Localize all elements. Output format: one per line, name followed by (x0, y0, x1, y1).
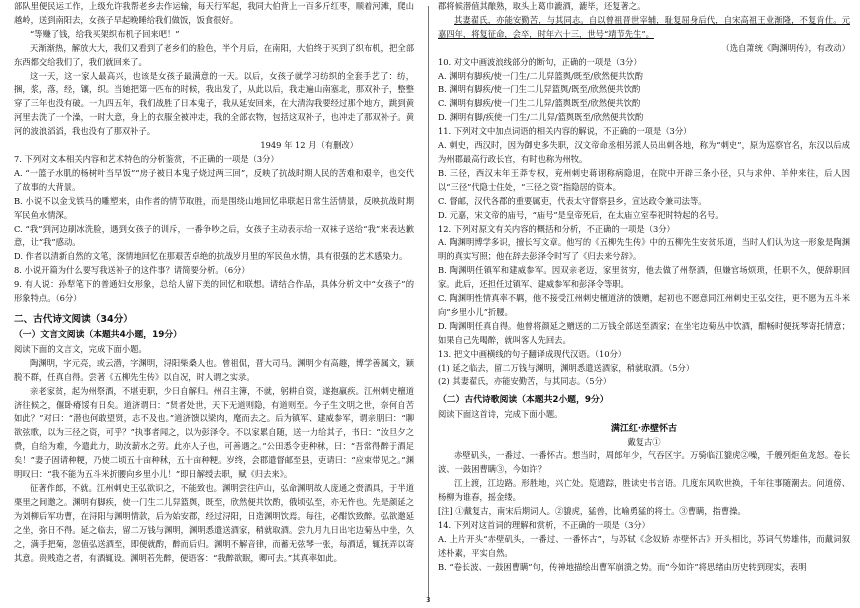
subsection-heading-classical-prose: （一）文言文阅读（本题共4小题，19分） (14, 329, 182, 340)
column-divider (428, 6, 429, 602)
subsection-heading-poetry: （二）古代诗歌阅读（本题共2小题，9分） (438, 395, 609, 406)
question-12-option-b: B. 陶渊明任镇军和建威参军。因双亲老迈，家里贫穷，他去做了州祭酒，但嫌官场烦琐，任职不久，便辞职回家。此后，还担任过镇军、建威参军和彭泽令等职。 (438, 265, 850, 290)
poem-stanza-2: 江上渡，江边路。形胜地，兴亡处。览遗踪，胜读史书言语。几度东风吹世换，千年往事随潮去。问道傍、杨柳为谁春，摇金缕。 (438, 478, 850, 502)
story-paragraph-2: “等赚了钱，给我买架织布机子回来吧！” (30, 28, 180, 39)
classical-text-paragraph-1: 陶渊明，字元亮，或云潜，字渊明，浔阳柴桑人也。曾祖侃，晋大司马。渊明少有高趣，博学善属文，颖脱不群，任真自得。尝著《五柳先生传》以自况，时人谓之实录。 (14, 357, 414, 382)
story-paragraph-1: 部队里便民运工作，上级允许我帮老乡去作运输，每天行军起，我同大伯背上一百多斤红枣，顺着河滩，爬山越岭，送到南阳去，女孩子早起晚睡给我们做饭，饭食很好。 (14, 1, 414, 25)
question-11-option-d: D. 元嘉，宋文帝的庙号，“庙号”是皇帝死后，在太庙立室奉祀时特起的名号。 (438, 209, 724, 220)
question-14: 14. 下列对这首词的理解和赏析，不正确的一项是（3分） (438, 519, 650, 530)
classical-text-paragraph-5: 其妻翟氏，亦能安勤苦，与其同志。自以曾祖晋世宰辅，耻复屈身后代，自宋高祖王业渐隆，不复肯仕。元嘉四年，将复征命，会卒，时年六十三，世号“靖节先生”。 (438, 14, 850, 39)
reading-instruction-prose: 阅读下面的文言文，完成下面小题。 (14, 343, 147, 354)
question-13: 13. 把文中画横线的句子翻译成现代汉语。（10分） (438, 348, 627, 359)
question-12-option-d: D. 陶渊明任真自得。他曾将颜延之赠送的二万钱全部送至酒家；在坐宅边菊丛中饮酒，酣畅时便抚琴寄托情意；如果自己先喝醉，就叫客人先回去。 (438, 320, 850, 345)
question-7-option-d: D. 作者以清新自然的文笔，深情地回忆在那艰苦卓绝的抗战岁月里的军民鱼水情，具有很强的艺术感染力。 (14, 251, 408, 262)
question-11-option-c: C. 督邮，汉代各郡的重要属吏，代表太守督察县乡，宣达政令兼司法等。 (438, 195, 707, 206)
question-7: 7. 下列对文本相关内容和艺术特色的分析鉴赏，不正确的一项是（3分） (14, 153, 279, 164)
question-13-part-1: (1) 延之临去，留二万钱与渊明，渊明悉遣送酒家，稍就取酒。（5分） (438, 362, 695, 373)
section-heading-classical: 二、古代诗文阅读（34分） (14, 313, 133, 325)
story-paragraph-4: 这一天，这一家人最高兴，也该是女孩子最满意的一天。以后，女孩子就学习纺织的全套手艺了：纺，捆，浆，落，经，镶，织。当她把第一匹布的时候，我出发了，从此以后，我走遍山南塞北，那双补子，整整穿了三年也没有破。一九四五年，我们战胜了日本鬼子，我从延安回来，在大清沟我要经过那个地方，跳到黄河里去洗了一个澡，一时大意，身上的衣服全被冲走，我的全部衣物，包括这双补子，也冲走了那双补子。黄河的波浪滔滔，我也没有了那双补子。 (14, 70, 414, 137)
left-column (14, 0, 414, 608)
question-10-option-c: C. 渊明有脚疾/使一门生二儿舁/篮舆既至/欣然便共饮酌 (438, 98, 641, 109)
question-11-option-a: A. 刺史，西汉时，因为御史多失职，汉文帝命丞相另派人员出刺各地，称为“刺史”，原为巡察官名，东汉以后成为州郡最高行政长官，有时也称为州牧。 (438, 140, 850, 164)
page-number: 3 (426, 596, 431, 604)
classical-text-paragraph-4: 郡将候潜值其酿熟，取头上葛巾漉酒，漉毕，还复著之。 (438, 1, 646, 11)
question-7-option-a: A. “一篮子水肌的杨树叶当早饭”“房子被日本鬼子烧过两三回”，反映了抗战时期人民的苦难和艰辛，也交代了故事的大背景。 (14, 167, 414, 192)
question-7-option-c: C. “我”到河边刷冰洗脸，遇到女孩子的训斥，一番争吵之后，女孩子主动表示给一双袜子送给“我”来表达歉意，让“我”感动。 (14, 223, 414, 248)
question-12: 12. 下列对原文有关内容的概括和分析，不正确的一项是（3分） (438, 223, 675, 234)
question-12-option-a: A. 陶渊明博学多识，擅长写文章。他写的《五柳先生传》中的五柳先生安贫乐道，当时人们认为这一形象是陶渊明的真实写照；他在辞去彭泽令时写了《归去来兮辞》。 (438, 237, 850, 262)
poem-stanza-1: 赤壁矶头，一番过、一番怀古。想当时，周郎年少，气吞区宇。万骑临江貔虎②噪，千艘列炬鱼龙怒。卷长波、一鼓困曹瞒③，今如许？ (438, 450, 850, 475)
question-14-option-b: B. “卷长波、一鼓困曹瞒”句，传神地描绘出曹军崩溃之势。而“今如许”将思绪由历史转到现实，表明 (438, 561, 807, 572)
question-14-option-a: A. 上片开头“赤壁矶头，一番过、一番怀古”，与苏轼《念奴娇 赤壁怀古》开头相比，苏词气势雄伟，而戴词叙述朴素，平实自然。 (438, 533, 850, 558)
poem-title: 满江红·赤壁怀古 (610, 424, 678, 435)
classical-text-paragraph-3: 征著作郎，不就。江州刺史王弘欲识之，不能致也。渊明尝往庐山，弘命渊明故人庞通之赍酒具，于半道栗里之间邀之。渊明有脚疾，使一门生二儿舁篮舆，既至，欣然便共饮酌，俄顷弘至，亦无忤也。先是颜延之为刘柳后军功曹，在浔阳与渊明情款，后为始安郡，经过浔阳，日造渊明饮焉。每往，必酣饮致醉。弘欲邀延之坐，弥日不得。延之临去，留二万钱与渊明，渊明悉遣送酒家，稍就取酒。尝九月九日出宅边菊丛中坐，久之，满手把菊，忽值弘送酒至，即便就酌，醉而后归。渊明不解音律，而蓄无弦琴一张，每酒适，辄抚弄以寄其意。贵贱造之者，有酒辄设。渊明若先醉，便语客：“我醉欲眠，卿可去。”其真率如此。 (14, 483, 414, 563)
question-10-option-a: A. 渊明有脚疾/使一门生/二儿舁篮舆/既至/欣然便共饮酌 (438, 70, 643, 81)
question-13-part-2: (2) 其妻翟氏，亦能安勤苦，与其同志。（5分） (438, 376, 612, 387)
poem-notes: [注] ①戴复古，南宋后期词人。②貔虎，猛兽，比喻勇猛的将士。③曹瞒，指曹操。 (438, 505, 746, 516)
right-column (438, 0, 850, 608)
question-10-option-d: D. 渊明有脚/疾使一门生/二儿舁/篮舆既至/欣然便共饮酌 (438, 112, 644, 123)
poem-author: 戴复古① (627, 437, 661, 448)
text-source: （选自萧统《陶渊明传》，有改动） (721, 42, 850, 53)
question-10: 10. 对文中画波浪线部分的断句，正确的一项是（3分） (438, 56, 642, 67)
story-paragraph-3: 天渐渐热，解放大大，我们又看到了老乡们的脸色，半个月后，在南阳，大伯终于买到了织布机，把全部东西都交给我们了，我们就回来了。 (14, 42, 414, 67)
question-8: 8. 小说开篇为什么要写我送补子的这件事？请简要分析。（6分） (14, 265, 250, 276)
classical-text-paragraph-2: 亲老家贫，起为州祭酒，不堪吏职，少日自解归。州召主簿，不就，躬耕自资，遂抱羸疾。江州刺史檀道济往候之，偃卧瘠馁有日矣。道济谓曰：“贤者处世，天下无道则隐，有道则至。今子生文明之世，奈何自苦如此？”对曰：“潜也何敢望贤，志不及也。”道济馈以梁肉，麾而去之。后为镇军、建威参军，谓亲朋曰：“聊欲弦歌，以为三径之资，可乎？”执事者闻之，以为彭泽令。不以家累自随，送一力给其子，书曰：“汝旦夕之费，自给为难，今遣此力，助汝薪水之劳。此亦人子也，可善遇之。”公田悉令吏种秫，曰：“吾常得醉于酒足矣！”妻子固请种粳，乃使二顷五十亩种秫，五十亩种粳。岁终，会郡遣督邮至县，吏请曰：“应束带见之。”渊明叹曰：“我不能为五斗米折腰向乡里小儿！”即日解绶去职，赋《归去来》。 (14, 385, 414, 480)
question-12-option-c: C. 陶渊明性情真率不羁，他不接受江州刺史檀道济的馈赠，起初也不愿意同江州刺史王弘交往，更不愿为五斗米向“乡里小儿”折腰。 (438, 293, 850, 317)
question-11: 11. 下列对文中加点词语的相关内容的解说，不正确的一项是（3分） (438, 126, 692, 137)
question-11-option-b: B. 三径，西汉末年王莽专权，兖州刺史蒋诩称病隐退，在院中开辟三条小径，只与求仲、羊仲来往，后人因以“三径”代隐士住处，“三径之资”指隐居的资本。 (438, 167, 850, 192)
question-7-option-b: B. 小说不以金戈铁马的雕塑来，由作者的情节取胜，而是围绕山地回忆串联起日常生活情景，反映抗战时期军民鱼水情深。 (14, 195, 414, 220)
story-date-signature: 1949 年 12 月（有删改） (260, 140, 358, 151)
question-10-option-b: B. 渊明有脚疾/使一门生二儿舁篮舆/既至/欣然便共饮酌 (438, 84, 641, 95)
question-9: 9. 有人说：孙犁笔下的普通妇女形象，总给人留下美的回忆和联想。请结合作品，具体分析文中“女孩子”的形象特点。（6分） (14, 279, 414, 304)
reading-instruction-poem: 阅读下面这首诗，完成下面小题。 (438, 409, 563, 420)
